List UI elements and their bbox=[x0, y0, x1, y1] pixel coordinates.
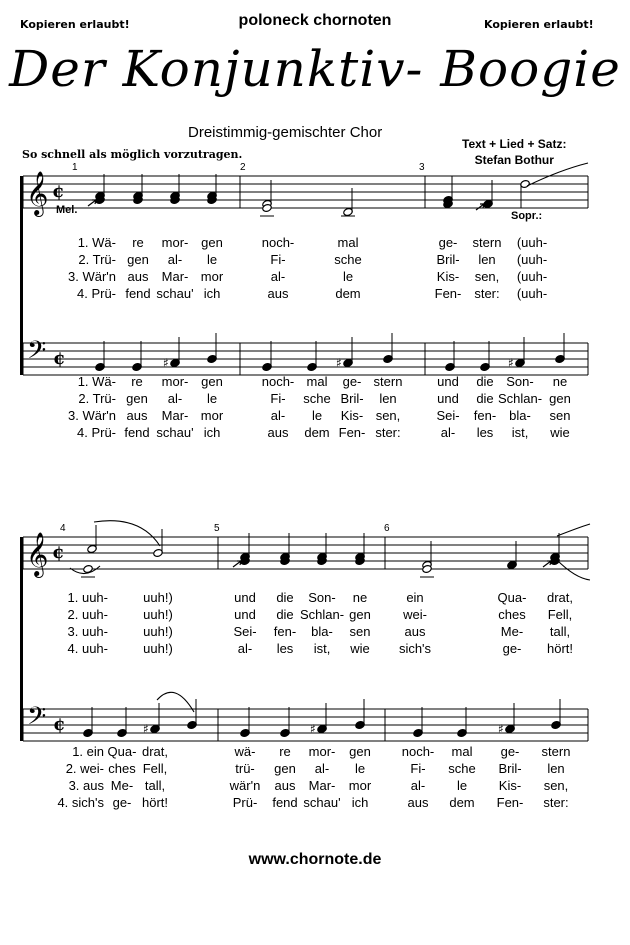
lyric-syllable: Schlan- bbox=[299, 607, 345, 622]
lyric-syllable: die bbox=[276, 590, 294, 605]
lyric-syllable: bla- bbox=[311, 624, 333, 639]
lyric-syllable: Sei- bbox=[436, 408, 460, 423]
lyric-syllable: sche bbox=[448, 761, 476, 776]
time-signature: ¢ bbox=[52, 542, 65, 563]
lyric-syllable: aus bbox=[274, 778, 296, 793]
lyric-syllable: al- bbox=[440, 425, 456, 440]
lyric-syllable: le bbox=[354, 761, 366, 776]
lyric-syllable: uuh!) bbox=[143, 607, 173, 622]
time-signature: ¢ bbox=[53, 714, 66, 735]
lyric-syllable: al- bbox=[270, 269, 286, 284]
lyric-syllable: dem bbox=[304, 425, 330, 440]
lyric-syllable: 1. uuh- bbox=[67, 590, 108, 605]
lyric-syllable: Fell, bbox=[142, 761, 168, 776]
measure-number: 2 bbox=[240, 162, 246, 173]
lyric-syllable: gen bbox=[201, 374, 223, 389]
lyric-syllable: 4. sich's bbox=[57, 795, 104, 810]
lyric-syllable: wä- bbox=[234, 744, 256, 759]
lyric-syllable: re bbox=[132, 235, 144, 250]
song-subtitle: Dreistimmig-gemischter Chor bbox=[188, 124, 383, 141]
lyric-syllable: 1. Wä- bbox=[77, 374, 116, 389]
treble-clef-icon: 𝄞 bbox=[26, 171, 49, 215]
lyric-syllable: drat, bbox=[546, 590, 574, 605]
sharp-icon: ♯ bbox=[336, 356, 342, 370]
lyric-syllable: die bbox=[476, 374, 494, 389]
lyric-syllable: dem bbox=[449, 795, 475, 810]
time-signature: ¢ bbox=[53, 348, 66, 369]
lyric-syllable: aus bbox=[127, 269, 149, 284]
system-bracket bbox=[20, 176, 23, 375]
system-bracket bbox=[20, 537, 23, 741]
lyric-syllable: Sei- bbox=[233, 624, 257, 639]
lyric-syllable: ich bbox=[203, 286, 221, 301]
lyric-syllable: gen bbox=[127, 252, 149, 267]
measure-number: 1 bbox=[72, 162, 78, 173]
lyric-syllable: 2. Trü- bbox=[78, 252, 116, 267]
lyric-syllable: (uuh- bbox=[516, 269, 548, 284]
lyric-syllable: len bbox=[478, 252, 496, 267]
lyric-syllable: die bbox=[276, 607, 294, 622]
lyric-syllable: und bbox=[234, 590, 256, 605]
lyric-syllable: sche bbox=[334, 252, 362, 267]
lyric-syllable: 4. Prü- bbox=[76, 286, 116, 301]
lyric-syllable: 1. ein bbox=[72, 744, 104, 759]
lyric-syllable: aus bbox=[126, 408, 148, 423]
lyric-syllable: Fi- bbox=[410, 761, 426, 776]
credits-line-1: Text + Lied + Satz: bbox=[462, 137, 567, 151]
lyric-syllable: sen, bbox=[375, 408, 401, 423]
lyric-syllable: tall, bbox=[144, 778, 166, 793]
lyric-syllable: gen bbox=[126, 391, 148, 406]
lyric-syllable: sich's bbox=[398, 641, 432, 656]
lyric-syllable: aus bbox=[404, 624, 426, 639]
lyric-syllable: Qua- bbox=[107, 744, 137, 759]
lyric-syllable: les bbox=[476, 425, 494, 440]
lyric-syllable: len bbox=[379, 391, 397, 406]
lyric-syllable: Bril- bbox=[340, 391, 364, 406]
song-title: Der Konjunktiv- Boogie bbox=[9, 40, 621, 98]
lyric-syllable: ches bbox=[108, 761, 136, 776]
lyric-syllable: wei- bbox=[403, 607, 427, 622]
lyric-syllable: ist, bbox=[313, 641, 331, 656]
lyric-syllable: Kis- bbox=[340, 408, 364, 423]
lyric-syllable: schau' bbox=[156, 425, 194, 440]
lyric-syllable: len bbox=[547, 761, 565, 776]
lyric-syllable: Me- bbox=[500, 624, 524, 639]
lyric-syllable: hört! bbox=[546, 641, 574, 656]
lyric-syllable: ster: bbox=[474, 286, 500, 301]
lyric-syllable: noch- bbox=[261, 235, 295, 250]
slur bbox=[527, 163, 588, 186]
lyric-syllable: schau' bbox=[156, 286, 194, 301]
lyric-syllable: sche bbox=[303, 391, 331, 406]
sharp-icon: ♯ bbox=[163, 356, 169, 370]
melody-arrow-icon bbox=[476, 204, 484, 210]
melody-arrow-icon bbox=[543, 561, 551, 567]
sharp-icon: ♯ bbox=[498, 722, 504, 736]
lyric-syllable: Qua- bbox=[497, 590, 527, 605]
lyric-syllable: Fi- bbox=[270, 391, 286, 406]
lyric-syllable: Fen- bbox=[338, 425, 366, 440]
lyric-syllable: al- bbox=[314, 761, 330, 776]
lyric-syllable: 3. aus bbox=[68, 778, 104, 793]
lyric-syllable: und bbox=[437, 374, 459, 389]
slur bbox=[557, 524, 590, 536]
credits-line-2: Stefan Bothur bbox=[474, 153, 554, 167]
lyric-syllable: sen bbox=[349, 624, 371, 639]
lyric-syllable: mal bbox=[337, 235, 359, 250]
time-signature: ¢ bbox=[52, 181, 65, 202]
lyric-syllable: mor bbox=[348, 778, 372, 793]
score-texts bbox=[56, 162, 573, 810]
bass-clef-icon: 𝄢 bbox=[27, 702, 47, 737]
lyric-syllable: Prü- bbox=[232, 795, 258, 810]
lyric-syllable: wie bbox=[550, 425, 570, 440]
lyric-syllable: mor- bbox=[161, 374, 189, 389]
lyric-syllable: Fen- bbox=[434, 286, 462, 301]
lyric-syllable: ich bbox=[203, 425, 221, 440]
lyric-syllable: ge- bbox=[342, 374, 362, 389]
lyric-syllable: Kis- bbox=[498, 778, 522, 793]
lyric-syllable: Mar- bbox=[161, 269, 189, 284]
lyric-syllable: ches bbox=[498, 607, 526, 622]
lyric-syllable: Me- bbox=[110, 778, 134, 793]
lyric-syllable: mor- bbox=[161, 235, 189, 250]
sharp-icon: ♯ bbox=[508, 356, 514, 370]
lyric-syllable: Fi- bbox=[270, 252, 286, 267]
lyric-syllable: tall, bbox=[549, 624, 571, 639]
lyric-syllable: ge- bbox=[502, 641, 522, 656]
lyric-syllable: 4. Prü- bbox=[76, 425, 116, 440]
lyric-syllable: ne bbox=[552, 374, 568, 389]
lyric-syllable: hört! bbox=[141, 795, 169, 810]
lyric-syllable: ich bbox=[351, 795, 369, 810]
soprano-label: Sopr.: bbox=[511, 210, 543, 222]
lyric-syllable: Fell, bbox=[547, 607, 573, 622]
lyric-syllable: ein bbox=[406, 590, 424, 605]
lyric-syllable: Mar- bbox=[308, 778, 336, 793]
lyric-syllable: Fen- bbox=[496, 795, 524, 810]
lyric-syllable: ist, bbox=[511, 425, 529, 440]
lyric-syllable: noch- bbox=[261, 374, 295, 389]
lyric-syllable: 2. uuh- bbox=[67, 607, 108, 622]
lyric-syllable: 3. Wär'n bbox=[68, 269, 116, 284]
lyric-syllable: trü- bbox=[235, 761, 255, 776]
copy-note-left: Kopieren erlaubt! bbox=[20, 18, 130, 31]
lyric-syllable: gen bbox=[349, 744, 371, 759]
lyric-syllable: mor bbox=[200, 408, 224, 423]
measure-number: 5 bbox=[214, 523, 220, 534]
lyric-syllable: ster: bbox=[375, 425, 401, 440]
lyric-syllable: ge- bbox=[112, 795, 132, 810]
lyric-syllable: 1. Wä- bbox=[77, 235, 116, 250]
lyric-syllable: fend bbox=[124, 425, 150, 440]
slur bbox=[557, 560, 590, 580]
slur bbox=[94, 521, 160, 546]
lyric-syllable: Mar- bbox=[161, 408, 189, 423]
lyric-syllable: ge- bbox=[438, 235, 458, 250]
lyric-syllable: al- bbox=[237, 641, 253, 656]
lyric-syllable: fend bbox=[125, 286, 151, 301]
lyric-syllable: 4. uuh- bbox=[67, 641, 108, 656]
lyric-syllable: Bril- bbox=[498, 761, 522, 776]
lyric-syllable: le bbox=[456, 778, 468, 793]
lyric-syllable: 3. Wär'n bbox=[68, 408, 116, 423]
lyric-syllable: le bbox=[206, 252, 218, 267]
lyric-syllable: und bbox=[437, 391, 459, 406]
sharp-icon: ♯ bbox=[143, 722, 149, 736]
lyric-syllable: sen, bbox=[474, 269, 500, 284]
lyric-syllable: 3. uuh- bbox=[67, 624, 108, 639]
lyric-syllable: sen bbox=[549, 408, 571, 423]
lyric-syllable: re bbox=[131, 374, 143, 389]
lyric-syllable: mor- bbox=[308, 744, 336, 759]
lyric-syllable: drat, bbox=[141, 744, 169, 759]
lyric-syllable: aus bbox=[407, 795, 429, 810]
melody-arrow-icon bbox=[88, 200, 96, 206]
lyric-syllable: uuh!) bbox=[143, 590, 173, 605]
lyric-syllable: Kis- bbox=[436, 269, 460, 284]
lyric-syllable: aus bbox=[267, 425, 289, 440]
lyric-syllable: fend bbox=[272, 795, 298, 810]
lyric-syllable: Schlan- bbox=[497, 391, 543, 406]
tempo-marking: So schnell als möglich vorzutragen. bbox=[22, 148, 243, 161]
lyric-syllable: wie bbox=[350, 641, 370, 656]
lyric-syllable: ne bbox=[352, 590, 368, 605]
measure-number: 6 bbox=[384, 523, 390, 534]
lyric-syllable: schau' bbox=[303, 795, 341, 810]
measure-number: 4 bbox=[60, 523, 66, 534]
measure-number: 3 bbox=[419, 162, 425, 173]
lyric-syllable: gen bbox=[201, 235, 223, 250]
lyric-syllable: al- bbox=[167, 252, 183, 267]
publisher-name: poloneck chornoten bbox=[238, 12, 392, 29]
lyric-syllable: (uuh- bbox=[516, 235, 548, 250]
lyric-syllable: gen bbox=[274, 761, 296, 776]
lyric-syllable: ster: bbox=[543, 795, 569, 810]
lyric-syllable: stern bbox=[373, 374, 403, 389]
lyric-syllable: Son- bbox=[308, 590, 336, 605]
lyric-syllable: les bbox=[276, 641, 294, 656]
lyric-syllable: al- bbox=[167, 391, 183, 406]
lyric-syllable: al- bbox=[410, 778, 426, 793]
lyric-syllable: mal bbox=[451, 744, 473, 759]
lyric-syllable: dem bbox=[335, 286, 361, 301]
lyric-syllable: bla- bbox=[509, 408, 531, 423]
lyric-syllable: fen- bbox=[273, 624, 297, 639]
lyric-syllable: mor bbox=[200, 269, 224, 284]
melody-label: Mel. bbox=[56, 204, 78, 216]
lyric-syllable: le bbox=[342, 269, 354, 284]
lyric-syllable: (uuh- bbox=[516, 252, 548, 267]
lyric-syllable: al- bbox=[270, 408, 286, 423]
lyric-syllable: re bbox=[279, 744, 291, 759]
lyric-syllable: aus bbox=[267, 286, 289, 301]
lyric-syllable: le bbox=[311, 408, 323, 423]
copy-note-right: Kopieren erlaubt! bbox=[484, 18, 594, 31]
lyric-syllable: uuh!) bbox=[143, 641, 173, 656]
lyric-syllable: mal bbox=[306, 374, 328, 389]
lyric-syllable: wär'n bbox=[229, 778, 261, 793]
lyric-syllable: stern bbox=[541, 744, 571, 759]
lyric-syllable: le bbox=[206, 391, 218, 406]
lyric-syllable: und bbox=[234, 607, 256, 622]
lyric-syllable: 2. Trü- bbox=[78, 391, 116, 406]
lyric-syllable: Son- bbox=[506, 374, 534, 389]
sharp-icon: ♯ bbox=[310, 722, 316, 736]
lyric-syllable: ge- bbox=[500, 744, 520, 759]
lyric-syllable: gen bbox=[349, 607, 371, 622]
lyric-syllable: sen, bbox=[543, 778, 569, 793]
footer-url: www.chornote.de bbox=[248, 851, 382, 868]
lyric-syllable: fen- bbox=[473, 408, 497, 423]
lyric-syllable: Bril- bbox=[436, 252, 460, 267]
bass-clef-icon: 𝄢 bbox=[27, 336, 47, 371]
lyric-syllable: 2. wei- bbox=[65, 761, 104, 776]
lyric-syllable: die bbox=[476, 391, 494, 406]
lyric-syllable: uuh!) bbox=[143, 624, 173, 639]
melody-arrow-icon bbox=[233, 561, 241, 567]
lyric-syllable: (uuh- bbox=[516, 286, 548, 301]
lyric-syllable: noch- bbox=[401, 744, 435, 759]
lyric-syllable: stern bbox=[472, 235, 502, 250]
lyric-syllable: gen bbox=[549, 391, 571, 406]
treble-clef-icon: 𝄞 bbox=[26, 532, 49, 576]
